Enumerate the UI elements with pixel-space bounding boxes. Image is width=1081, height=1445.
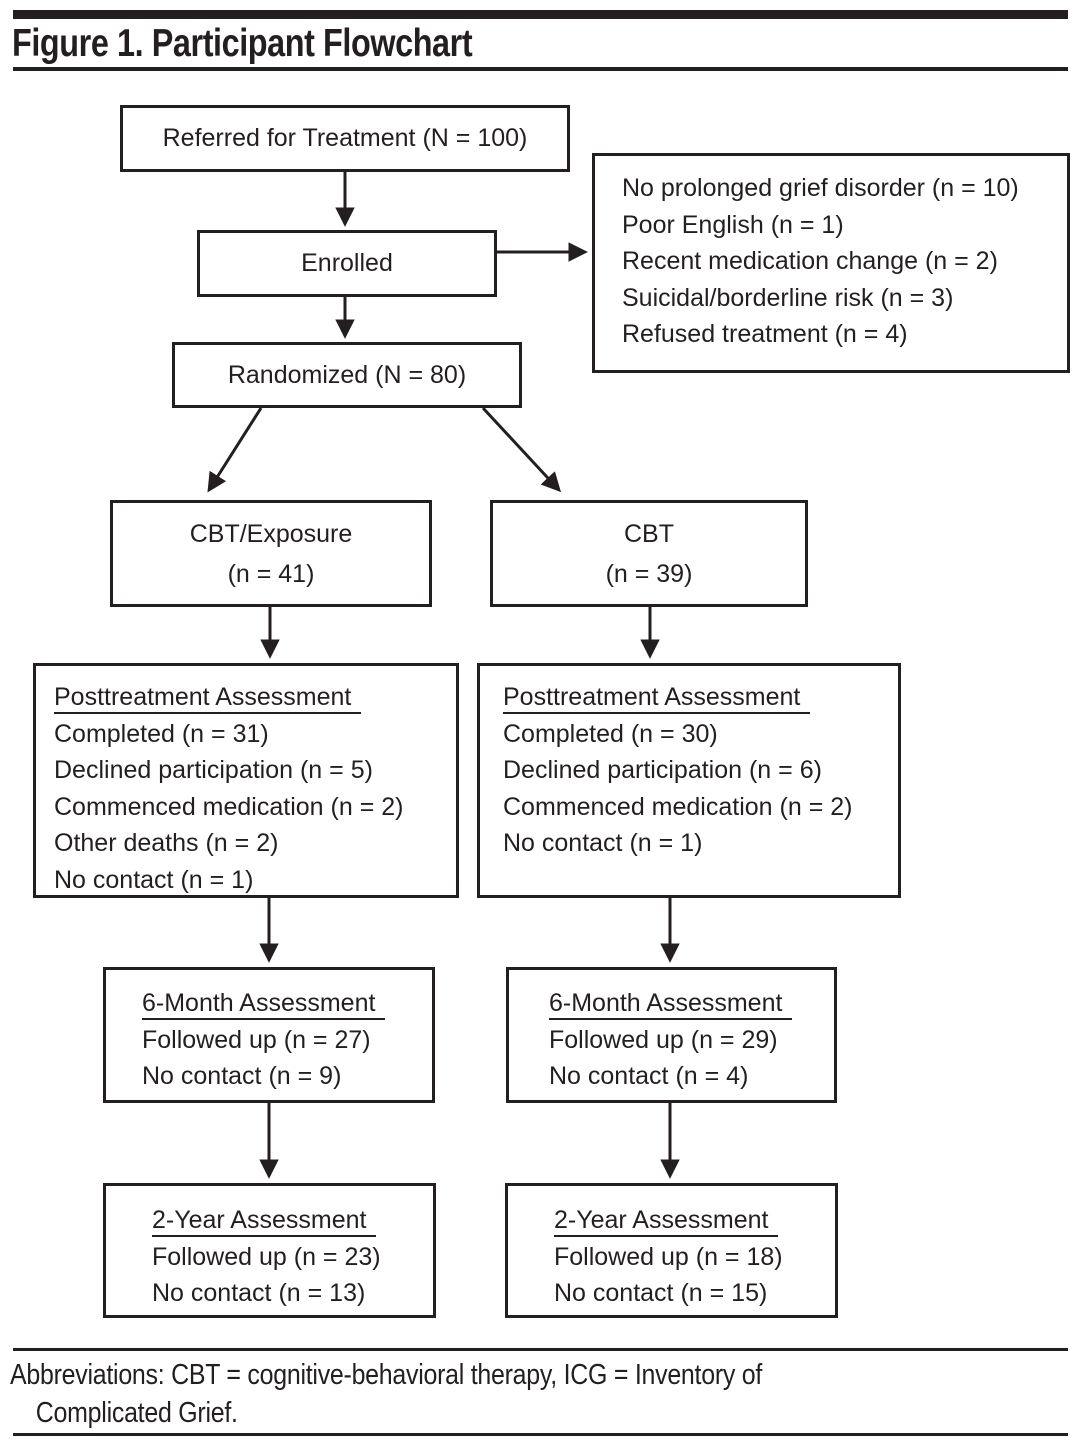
- posttreatment-right-line: Completed (n = 30): [503, 719, 718, 748]
- node-cbt-name: CBT: [624, 519, 674, 548]
- node-cbt-n: (n = 39): [605, 559, 693, 588]
- arrow-randomized-to-cbtexp: [209, 408, 261, 490]
- node-2year-left: [103, 1183, 436, 1318]
- node-randomized-label: Randomized (N = 80): [227, 360, 467, 389]
- node-referred-label: Referred for Treatment (N = 100): [162, 124, 528, 153]
- 2year-left-title: 2-Year Assessment: [152, 1202, 433, 1239]
- title-rule: [13, 67, 1068, 71]
- excluded-reason: Recent medication change (n = 2): [622, 247, 998, 275]
- node-cbt: [490, 500, 808, 607]
- node-enrolled: [197, 230, 497, 297]
- abbreviations-note: [10, 1356, 762, 1432]
- posttreatment-right-line: Commenced medication (n = 2): [503, 792, 853, 821]
- excluded-reason: No prolonged grief disorder (n = 10): [622, 174, 1019, 202]
- node-posttreatment-left: [33, 663, 459, 898]
- arrow-randomized-to-cbt: [483, 408, 559, 490]
- node-posttreatment-right: [477, 663, 901, 898]
- posttreatment-left-line: Completed (n = 31): [54, 719, 269, 748]
- top-rule: [13, 10, 1068, 19]
- 2year-right-title: 2-Year Assessment: [554, 1202, 835, 1239]
- node-enrolled-label: Enrolled: [301, 249, 393, 278]
- 2year-left-line: No contact (n = 13): [152, 1279, 366, 1307]
- 2year-right-line: Followed up (n = 18): [554, 1242, 783, 1271]
- node-randomized: [172, 342, 522, 408]
- posttreatment-right-line: No contact (n = 1): [503, 829, 703, 857]
- node-6month-right: [506, 967, 837, 1103]
- node-6month-left: [103, 967, 435, 1103]
- posttreatment-left-line: Other deaths (n = 2): [54, 829, 279, 857]
- excluded-reason: Poor English (n = 1): [622, 210, 844, 239]
- node-cbt-exposure: [110, 500, 432, 607]
- posttreatment-right-line: Declined participation (n = 6): [503, 756, 822, 784]
- 6month-right-title: 6-Month Assessment: [549, 985, 834, 1022]
- node-referred: [120, 105, 570, 172]
- 6month-left-line: Followed up (n = 27): [142, 1025, 371, 1054]
- posttreatment-left-title: Posttreatment Assessment: [54, 679, 456, 716]
- figure-title: Figure 1. Participant Flowchart: [12, 22, 473, 65]
- 2year-right-line: No contact (n = 15): [554, 1279, 768, 1307]
- node-2year-right: [505, 1183, 838, 1318]
- posttreatment-left-line: Commenced medication (n = 2): [54, 792, 404, 821]
- excluded-reason: Suicidal/borderline risk (n = 3): [622, 283, 954, 312]
- node-excluded: [592, 153, 1070, 373]
- posttreatment-left-line: Declined participation (n = 5): [54, 756, 373, 784]
- abbreviations-line1: Abbreviations: CBT = cognitive-behavioral therapy, ICG = Inventory of: [10, 1359, 763, 1391]
- 6month-left-line: No contact (n = 9): [142, 1062, 342, 1090]
- footer-bottom-rule: [13, 1433, 1068, 1436]
- 6month-right-line: No contact (n = 4): [549, 1062, 749, 1090]
- excluded-reason: Refused treatment (n = 4): [622, 320, 908, 348]
- 6month-right-line: Followed up (n = 29): [549, 1025, 778, 1054]
- posttreatment-right-title: Posttreatment Assessment: [503, 679, 898, 716]
- 6month-left-title: 6-Month Assessment: [142, 985, 432, 1022]
- abbreviations-line2: Complicated Grief.: [35, 1397, 238, 1429]
- node-cbt-exposure-n: (n = 41): [227, 559, 315, 588]
- 2year-left-line: Followed up (n = 23): [152, 1242, 381, 1271]
- posttreatment-left-line: No contact (n = 1): [54, 865, 254, 894]
- node-cbt-exposure-name: CBT/Exposure: [189, 519, 353, 548]
- footer-top-rule: [13, 1348, 1068, 1351]
